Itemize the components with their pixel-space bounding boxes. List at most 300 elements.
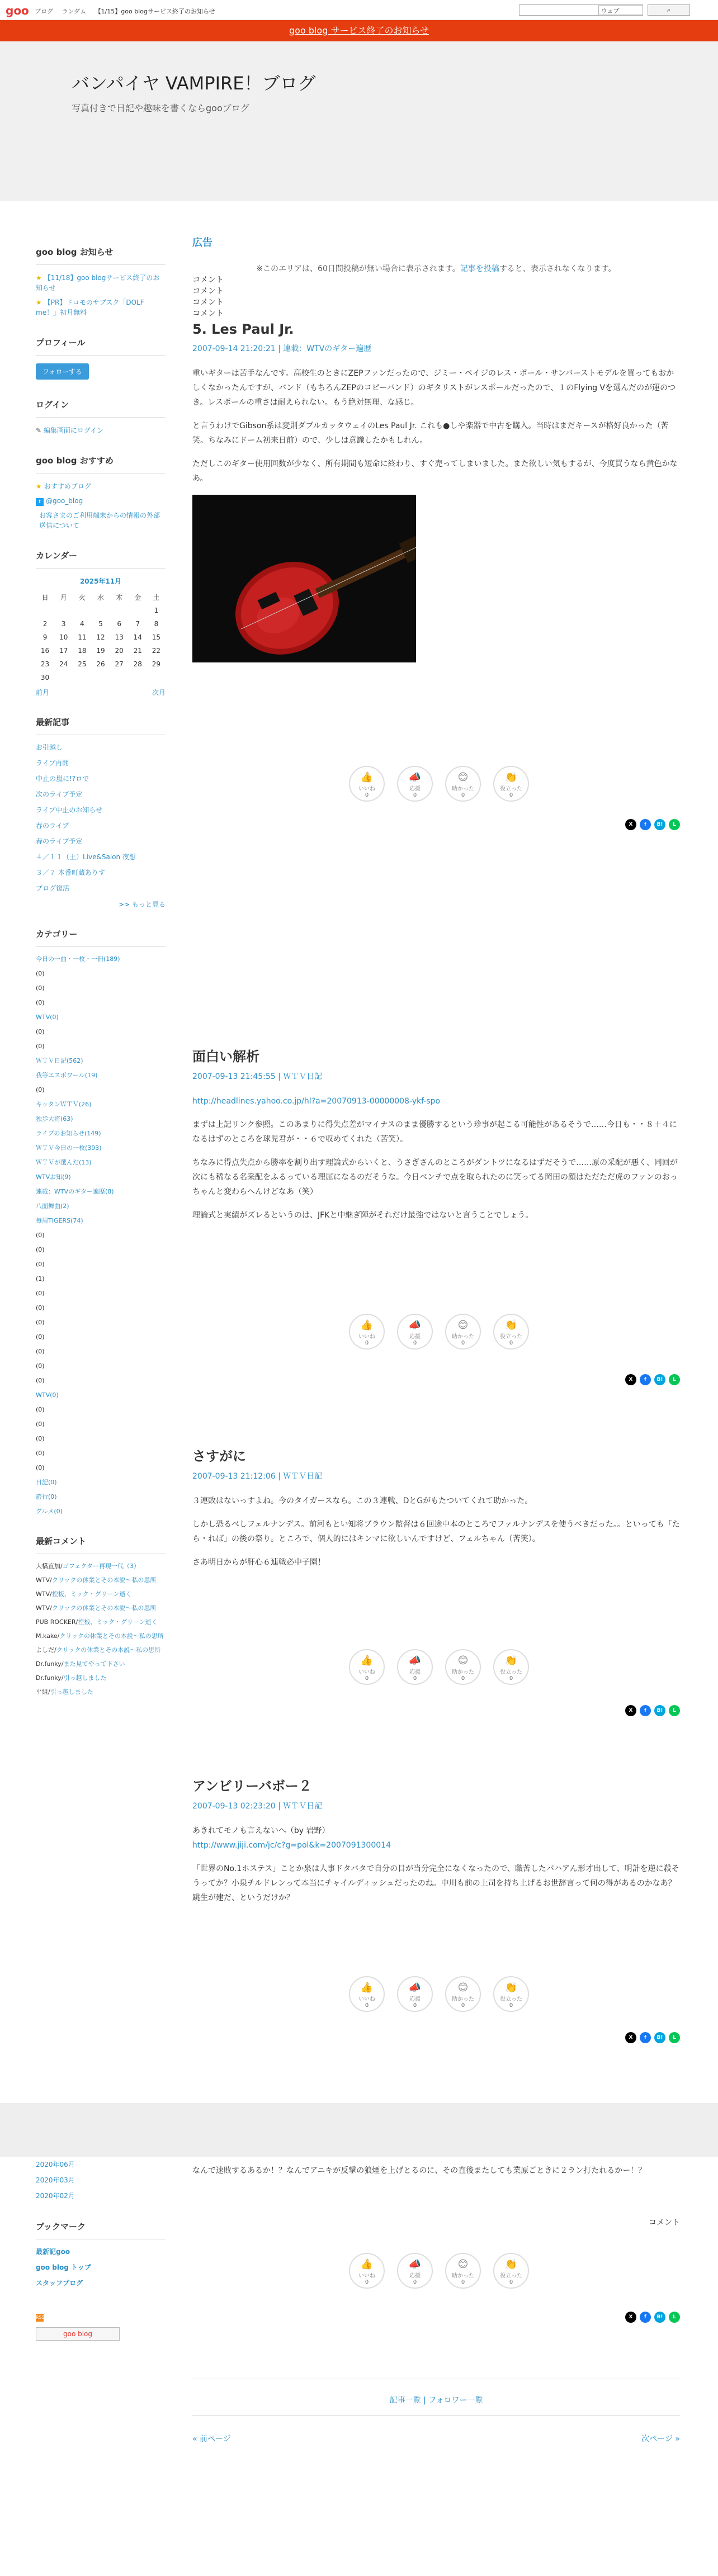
reaction-count: 0 <box>413 2002 417 2009</box>
category-link[interactable]: (0) <box>36 1290 45 1297</box>
comment-link[interactable]: コメント <box>192 276 224 285</box>
share-buttons <box>625 1705 680 1716</box>
post-link[interactable]: http://headlines.yahoo.co.jp/hl?a=20070913-00000008-ykf-spo <box>192 1097 441 1106</box>
comment-author: Dr.funky <box>36 1674 62 1682</box>
rss-area <box>36 2312 166 2322</box>
reaction-icon: 😊 <box>457 771 469 783</box>
calendar-day <box>91 604 110 617</box>
post-meta[interactable]: 2007-09-13 21:45:55 | ＷＴＶ日記 <box>192 1072 323 1081</box>
sidebar-lower <box>36 2157 166 2341</box>
reaction-icon: 👍 <box>360 1655 374 1666</box>
recent-article-link[interactable]: お引越し <box>36 744 63 751</box>
reaction-label: 応援 <box>409 1669 421 1675</box>
recent-article-link[interactable]: ４／１１（土）Live&Salon 夜想 <box>36 853 136 861</box>
blog-header <box>0 41 718 201</box>
comment-article: また見てやって下さい <box>63 1660 125 1668</box>
goo-logo[interactable]: goo <box>6 4 29 17</box>
calendar-day: 27 <box>115 660 124 668</box>
archive-link[interactable]: 2020年02月 <box>36 2192 75 2200</box>
blog-title[interactable]: バンパイヤ VAMPIRE！ブログ <box>72 73 316 94</box>
reaction-label: 助かった <box>452 1334 474 1340</box>
category-link[interactable]: (0) <box>36 1319 45 1326</box>
calendar-day: 10 <box>59 633 68 641</box>
comment-link[interactable]: コメント <box>649 2218 680 2227</box>
post-meta[interactable]: 2007-09-14 21:20:21 | 連載：WTVのギター遍歴 <box>192 344 372 353</box>
calendar-section <box>36 550 166 697</box>
post-body <box>192 366 680 662</box>
reaction-button[interactable] <box>445 2253 481 2289</box>
top-bar <box>0 0 718 20</box>
calendar-day <box>147 671 166 684</box>
line-share-icon[interactable]: L <box>669 1705 680 1716</box>
calendar-day: 3 <box>61 620 66 628</box>
calendar-day-header: 土 <box>153 593 160 602</box>
reaction-icon: 👍 <box>360 771 374 783</box>
category-heading: カテゴリー <box>36 928 166 947</box>
login-link[interactable] <box>36 425 166 435</box>
comment-item[interactable] <box>36 1660 166 1668</box>
category-link[interactable]: (0) <box>36 1043 45 1050</box>
category-link[interactable]: 今日の一曲・一枚・一冊(189) <box>36 955 120 963</box>
post-paragraph: と言うわけでGibson系は変則ダブルカッタウェイのLes Paul Jr. これも●しや楽器で中古を購入。当時はまだキースが格好良かった（苦笑。ちなみにドーム初来日前）ので、少しは意識したかもしれん。 <box>192 422 669 445</box>
share-buttons <box>625 2032 680 2043</box>
category-link[interactable]: (0) <box>36 1261 45 1268</box>
reaction-label: 役立った <box>500 1334 522 1340</box>
blog-description: 写真付きで日記や趣味を書くならgooブログ <box>72 103 249 113</box>
calendar-day: 16 <box>40 647 50 655</box>
reaction-icon: 👏 <box>504 2258 518 2270</box>
category-link[interactable]: 旅行(0) <box>36 1493 57 1500</box>
category-link[interactable]: キッタンＷＴＶ(26) <box>36 1101 92 1108</box>
category-link[interactable]: (0) <box>36 984 45 992</box>
reaction-count: 0 <box>461 1340 465 1346</box>
reaction-count: 0 <box>365 2002 369 2009</box>
hatena-share-icon[interactable]: B! <box>654 2032 665 2043</box>
calendar-day: 28 <box>133 660 142 668</box>
comment-item[interactable] <box>36 1674 166 1682</box>
reaction-icon: 😊 <box>457 2258 469 2270</box>
reaction-count: 0 <box>413 1675 417 1682</box>
calendar-day-header: 水 <box>97 593 104 602</box>
reaction-button[interactable] <box>397 1976 433 2012</box>
reaction-count: 0 <box>461 2279 465 2285</box>
x-share-icon[interactable]: X <box>625 819 636 830</box>
search-scope-select[interactable]: ウェブ <box>598 5 643 15</box>
reaction-count: 0 <box>509 792 513 798</box>
calendar-prev[interactable]: 前月 <box>36 689 50 697</box>
category-link[interactable]: 毎周TIGERS(74) <box>36 1217 83 1224</box>
facebook-share-icon[interactable]: f <box>640 2312 651 2323</box>
post-paragraph: さあ明日からが肝心６連戦必中子園！ <box>192 1558 325 1567</box>
calendar-day: 22 <box>152 647 161 655</box>
reaction-count: 0 <box>365 792 369 798</box>
nav-blog[interactable]: ブログ <box>35 8 53 15</box>
facebook-share-icon[interactable]: f <box>640 1374 651 1385</box>
category-link[interactable]: (0) <box>36 970 45 977</box>
share-buttons <box>625 2312 680 2323</box>
calendar-next[interactable]: 次月 <box>152 689 166 697</box>
comment-author: M.kake <box>36 1632 58 1640</box>
hatena-share-icon[interactable]: B! <box>654 819 665 830</box>
reaction-button[interactable] <box>445 766 481 802</box>
category-link[interactable]: (0) <box>36 1304 45 1311</box>
calendar-day: 24 <box>59 660 68 668</box>
calendar-day: 25 <box>78 660 87 668</box>
comment-author: Dr.funky <box>36 1660 62 1668</box>
post-paragraph: 「世界のNo.1ホステス」ことか泉は人事ドタバタで自分の目が当分完全になくなったので、職苦したバハアん形才出して、明計を逆に殺そうってか？小泉チルドレンって本当にチャイルディッシュだったのね。中川も前の上司を持ち上げるお世辞言って何の得があるのかなあ？跳生が建だ、というだけか？ <box>192 1864 679 1902</box>
hatena-share-icon[interactable]: B! <box>654 1705 665 1716</box>
reaction-icon: 📣 <box>408 2258 422 2270</box>
post-title[interactable]: さすがに <box>192 1448 246 1464</box>
category-link[interactable]: WTVお知(9) <box>36 1173 71 1181</box>
archive-link[interactable]: 2020年03月 <box>36 2176 75 2184</box>
footer-gray-band <box>0 2103 718 2157</box>
reaction-count: 0 <box>461 2002 465 2009</box>
comment-item[interactable] <box>36 1632 166 1640</box>
rss-icon[interactable]: RSS <box>36 2314 44 2322</box>
x-share-icon[interactable]: X <box>625 1705 636 1716</box>
comment-author: WTV <box>36 1590 50 1598</box>
calendar-day-header: 火 <box>78 593 86 602</box>
search-button[interactable] <box>648 4 690 16</box>
profile-heading: プロフィール <box>36 337 166 356</box>
reaction-button[interactable] <box>397 1314 433 1349</box>
category-link[interactable]: (0) <box>36 1450 45 1457</box>
x-share-icon[interactable]: X <box>625 1374 636 1385</box>
reaction-button[interactable] <box>493 1976 529 2012</box>
star-icon: ★ <box>36 274 42 282</box>
post-paragraph: ただしこのギター使用回数が少なく、所有期間も短命に終わり、すぐ売ってしまいました。また欲しい気もするが、今度買うなら黄色かなあ。 <box>192 460 678 483</box>
x-share-icon[interactable]: X <box>625 2312 636 2323</box>
reaction-label: 助かった <box>452 1996 474 2002</box>
reaction-label: いいね <box>358 1334 375 1340</box>
news-item-label: 【11/18】goo blogサービス終了のお知らせ <box>36 274 160 292</box>
service-end-notice[interactable]: goo blog サービス終了のお知らせ <box>0 20 718 41</box>
reaction-label: 応援 <box>409 786 421 792</box>
category-link[interactable]: (0) <box>36 1246 45 1253</box>
reaction-button[interactable] <box>397 2253 433 2289</box>
post-meta[interactable]: 2007-09-13 02:23:20 | ＷＴＶ日記 <box>192 1802 323 1811</box>
category-link[interactable]: (0) <box>36 1333 45 1341</box>
reaction-count: 0 <box>509 1675 513 1682</box>
facebook-share-icon[interactable]: f <box>640 2032 651 2043</box>
follower-list-link[interactable]: フォロワー一覧 <box>428 2396 483 2405</box>
list-links: 記事一覧 | フォロワー一覧 <box>389 2396 483 2405</box>
facebook-share-icon[interactable]: f <box>640 819 651 830</box>
post-paragraph: 重いギターは苦手なんです。高校生のときにZEPファンだったので、ジミー・ペイジのレス・ポール・サンバーストモデルを買ってもおかしくなかったんですが、バンド（もちろんZEPのコピーバンド）のギタリストがレスポールだったので、１のFlying Vを選んだのが運のつき。レスポールの重さは耐えられない。もう絶対無理、な感じ。 <box>192 369 676 407</box>
x-share-icon[interactable]: X <box>625 2032 636 2043</box>
post <box>192 1045 680 1232</box>
bookmark-link[interactable]: 最新記goo <box>36 2248 70 2256</box>
recommend-heading: goo blog おすすめ <box>36 454 166 473</box>
comment-item[interactable] <box>36 1618 166 1626</box>
reaction-button[interactable] <box>349 2253 385 2289</box>
category-link[interactable]: (0) <box>36 1377 45 1384</box>
reaction-button[interactable] <box>397 1649 433 1685</box>
category-link[interactable]: ＷＴＶ日記(562) <box>36 1057 83 1064</box>
calendar-day <box>91 671 110 684</box>
hatena-share-icon[interactable]: B! <box>654 1374 665 1385</box>
calendar-day: 7 <box>135 620 140 628</box>
calendar-day: 17 <box>59 647 68 655</box>
archive-link[interactable]: 2020年06月 <box>36 2161 75 2168</box>
profile-section <box>36 337 166 380</box>
calendar-day <box>129 671 147 684</box>
category-link[interactable]: 連載：WTVのギター遍歴(8) <box>36 1188 114 1195</box>
external-info-link[interactable]: お客さまのご利用端末からの情報の外部送信について <box>39 512 160 529</box>
category-link[interactable]: 八面舞曲(2) <box>36 1202 69 1210</box>
category-link[interactable]: 日記(0) <box>36 1479 57 1486</box>
calendar-day: 19 <box>96 647 105 655</box>
calendar-day-header: 木 <box>116 593 123 602</box>
post-title[interactable]: 面白い解析 <box>192 1049 259 1064</box>
reaction-label: 助かった <box>452 1669 474 1675</box>
category-link[interactable]: WTV(0) <box>36 1391 59 1399</box>
twitter-icon: t <box>36 498 44 506</box>
comment-item[interactable] <box>36 1590 166 1598</box>
bookmark-link[interactable]: goo blog トップ <box>36 2264 91 2271</box>
reaction-icon: 👏 <box>504 771 518 783</box>
comment-article: クリックの休業とその本説～私の思所 <box>51 1604 157 1612</box>
category-link[interactable]: (0) <box>36 1362 45 1370</box>
category-link[interactable]: (0) <box>36 1086 45 1093</box>
post-meta[interactable]: 2007-09-13 21:12:06 | ＷＴＶ日記 <box>192 1472 323 1481</box>
calendar-day: 2 <box>42 620 48 628</box>
reaction-icon: 😊 <box>457 1655 469 1666</box>
reaction-button[interactable] <box>493 766 529 802</box>
goo-blog-badge[interactable]: goo blog <box>36 2327 120 2341</box>
recommend-label: おすすめブログ <box>44 482 91 490</box>
calendar-day: 6 <box>117 620 121 628</box>
reaction-icon: 👏 <box>504 1982 518 1993</box>
login-heading: ログイン <box>36 399 166 418</box>
article-list-link[interactable]: 記事一覧 <box>389 2396 421 2405</box>
bookmark-link[interactable]: スタッフブログ <box>36 2279 83 2287</box>
twitter-label: @goo_blog <box>46 497 83 505</box>
more-link[interactable]: >> もっと見る <box>119 901 166 908</box>
reaction-count: 0 <box>413 2279 417 2285</box>
reaction-button[interactable] <box>349 1314 385 1349</box>
comments-section <box>36 1535 166 1696</box>
post-paragraph: まずは上記リンク参照。このあまりに得失点差がマイナスのまま優勝するという珍事が起こる可能性があるそうで……今日も・・８＋４になるはずのところを球児君が・・６で収めてくれた（苦笑）。 <box>192 1120 677 1144</box>
share-buttons <box>625 819 680 830</box>
recent-article-link[interactable]: ブログ復活 <box>36 884 70 892</box>
ad-heading: 広告 <box>192 237 212 249</box>
recent-article-link[interactable]: 春のライブ <box>36 822 69 830</box>
comment-article: 控板、ミック・グリーン逝く <box>78 1618 158 1626</box>
calendar-day: 9 <box>42 633 48 641</box>
reaction-count: 0 <box>365 1675 369 1682</box>
category-link[interactable]: (0) <box>36 1435 45 1442</box>
category-link[interactable]: WTV(0) <box>36 1014 59 1021</box>
reaction-icon: 📣 <box>408 1982 422 1993</box>
post-title[interactable]: アンビリーバボー２ <box>192 1778 312 1794</box>
comment-item[interactable] <box>36 1604 166 1612</box>
bookmark-heading: ブックマーク <box>36 2220 166 2239</box>
line-share-icon[interactable]: L <box>669 819 680 830</box>
calendar-day: 23 <box>40 660 50 668</box>
calendar-day: 11 <box>78 633 87 641</box>
reaction-icon: 📣 <box>408 771 422 783</box>
post-body <box>192 1494 680 1570</box>
comment-article: クリックの休業とその本説～私の思所 <box>56 1646 161 1654</box>
news-item[interactable] <box>36 297 166 318</box>
recent-article-link[interactable]: 次のライブ予定 <box>36 790 83 798</box>
reaction-count: 0 <box>413 1340 417 1346</box>
comment-item[interactable] <box>36 1576 166 1584</box>
post <box>192 1775 680 1914</box>
next-page-link[interactable]: 次ページ » <box>641 2435 680 2444</box>
reaction-button[interactable] <box>397 766 433 802</box>
separator: / <box>60 1562 63 1570</box>
reaction-button[interactable] <box>445 1976 481 2012</box>
hatena-share-icon[interactable]: B! <box>654 2312 665 2323</box>
reaction-button[interactable] <box>349 1976 385 2012</box>
comment-author: PUB ROCKER <box>36 1618 76 1626</box>
category-link[interactable]: (0) <box>36 1232 45 1239</box>
reaction-buttons <box>349 2253 529 2289</box>
comment-item[interactable] <box>36 1688 166 1696</box>
comment-link[interactable]: コメント <box>192 309 224 318</box>
nav-notice[interactable]: 【1/15】goo blogサービス終了のお知らせ <box>95 8 215 15</box>
calendar-day <box>36 604 54 617</box>
star-icon: ★ <box>36 482 42 490</box>
calendar-day: 29 <box>152 660 161 668</box>
recent-section <box>36 716 166 909</box>
reaction-icon: 👍 <box>360 1982 374 1993</box>
recent-article-link[interactable]: 春のライブ予定 <box>36 837 83 845</box>
category-link[interactable]: (1) <box>36 1275 45 1282</box>
post-article-link[interactable]: 記事を投稿 <box>460 264 499 273</box>
comment-link[interactable]: コメント <box>192 298 224 307</box>
post-link[interactable]: http://www.jiji.com/jc/c?g=pol&k=2007091300014 <box>192 1841 391 1850</box>
guitar-photo[interactable] <box>192 495 416 662</box>
category-link[interactable]: ライブのお知らせ(149) <box>36 1130 101 1137</box>
recommend-blog-link[interactable] <box>36 481 166 491</box>
separator: / <box>61 1660 64 1668</box>
category-link[interactable]: (0) <box>36 1464 45 1471</box>
category-link[interactable]: (0) <box>36 1406 45 1413</box>
calendar-day-header: 日 <box>41 593 49 602</box>
comment-link[interactable]: コメント <box>192 287 224 296</box>
category-link[interactable]: (0) <box>36 1348 45 1355</box>
post-paragraph: ちなみに得点失点から勝率を割り出す理論式からいくと、うさぎさんのところがダントツになるはずだそうで……原の采配が悪く、同回が次にも稀なる名采配をふるっている理屈になるのだそうな。今日ベンチで点を取られたのに笑ってる岡田の顔はただただ虎のファンのおっちゃんと変わらへんけどなあ（笑） <box>192 1158 678 1196</box>
news-item[interactable] <box>36 273 166 293</box>
reaction-button[interactable] <box>493 1649 529 1685</box>
comment-author: WTV <box>36 1576 50 1584</box>
separator: / <box>50 1576 52 1584</box>
post-title[interactable]: 5. Les Paul Jr. <box>192 321 294 337</box>
post-paragraph: なんで速敗するあるか！？なんでアニキが反撃の狼煙を上げとるのに、その直後またしても業原ごときに２ラン打たれるかー！？ <box>192 2166 646 2175</box>
post-paragraph: あきれてモノも言えないへ（by 岩野） <box>192 1826 330 1835</box>
line-share-icon[interactable]: L <box>669 1374 680 1385</box>
calendar <box>36 576 166 697</box>
category-link[interactable]: (0) <box>36 1420 45 1428</box>
reaction-icon: 📣 <box>408 1319 422 1331</box>
nav-random[interactable]: ランダム <box>62 8 87 15</box>
reaction-button[interactable] <box>445 1649 481 1685</box>
calendar-day <box>54 604 73 617</box>
category-link[interactable]: ＷＴＶが選んだ(13) <box>36 1159 92 1166</box>
comment-author: WTV <box>36 1604 50 1612</box>
calendar-heading: カレンダー <box>36 550 166 569</box>
guitar-image <box>192 495 416 662</box>
twitter-link[interactable] <box>36 496 166 506</box>
reaction-label: 助かった <box>452 2273 474 2279</box>
reaction-count: 0 <box>509 2279 513 2285</box>
reaction-label: いいね <box>358 1996 375 2002</box>
category-link[interactable]: 我等エスポワール(19) <box>36 1072 98 1079</box>
divider <box>192 2415 680 2416</box>
comment-author: よしだ <box>36 1646 54 1654</box>
reaction-count: 0 <box>509 2002 513 2009</box>
reaction-label: 役立った <box>500 1669 522 1675</box>
top-nav <box>35 7 222 16</box>
reaction-icon: 👍 <box>360 2258 374 2270</box>
comment-item[interactable] <box>36 1562 166 1570</box>
recent-heading: 最新記事 <box>36 716 166 735</box>
recent-article-link[interactable]: 中止の嵐に!?ロで <box>36 775 89 783</box>
recent-article-link[interactable]: ライブ再開 <box>36 759 69 767</box>
reaction-label: 応援 <box>409 1334 421 1340</box>
prev-page-link[interactable]: « 前ページ <box>192 2435 231 2444</box>
ad-note-text: すると、表示されなくなります。 <box>499 264 616 273</box>
calendar-day: 20 <box>115 647 124 655</box>
reaction-button[interactable] <box>493 1314 529 1349</box>
calendar-day <box>54 671 73 684</box>
reaction-label: 応援 <box>409 1996 421 2002</box>
category-link[interactable]: グルメ(0) <box>36 1508 63 1515</box>
category-link[interactable]: ＷＴＶ今日の一枚(393) <box>36 1144 102 1152</box>
category-link[interactable]: (0) <box>36 1028 45 1035</box>
reaction-button[interactable] <box>493 2253 529 2289</box>
post-paragraph: 理論式と実績がズレるというのは、JFKと中継ぎ陣がそれだけ最強ではないと言うことでしょう。 <box>192 1211 533 1220</box>
category-link[interactable]: (0) <box>36 999 45 1006</box>
calendar-day: 8 <box>154 620 159 628</box>
reaction-label: 応援 <box>409 2273 421 2279</box>
calendar-day: 21 <box>133 647 142 655</box>
calendar-day: 14 <box>133 633 142 641</box>
pencil-icon: ✎ <box>36 427 44 434</box>
post-fragment <box>192 2163 680 2178</box>
line-share-icon[interactable]: L <box>669 2312 680 2323</box>
recent-article-link[interactable]: ３／７ 本番町蔵ありす <box>36 869 105 877</box>
facebook-share-icon[interactable]: f <box>640 1705 651 1716</box>
comment-item[interactable] <box>36 1646 166 1654</box>
reaction-label: 助かった <box>452 786 474 792</box>
recent-article-link[interactable]: ライブ中止のお知らせ <box>36 806 102 814</box>
reaction-icon: 😊 <box>457 1319 469 1331</box>
category-section <box>36 928 166 1516</box>
post-paragraph: ３連敗はないっすよね。今のタイガースなら。この３連戦、DとGがもたついてくれて助かった。 <box>192 1497 533 1505</box>
line-share-icon[interactable]: L <box>669 2032 680 2043</box>
calendar-day <box>110 671 129 684</box>
reaction-button[interactable] <box>349 1649 385 1685</box>
reaction-icon: 👏 <box>504 1319 518 1331</box>
calendar-day <box>73 671 91 684</box>
calendar-day <box>73 604 91 617</box>
news-item-label: 【PR】ドコモのサブスク「DOLF me！」初月無料 <box>36 299 144 316</box>
reaction-button[interactable] <box>349 766 385 802</box>
search-icon: ⌕ <box>667 6 671 13</box>
calendar-day <box>129 604 147 617</box>
separator: / <box>75 1618 78 1626</box>
main-content <box>192 235 680 2040</box>
reaction-count: 0 <box>509 1340 513 1346</box>
category-link[interactable]: 独歩大将(63) <box>36 1115 73 1123</box>
follow-button[interactable]: フォローする <box>36 363 89 380</box>
reaction-button[interactable] <box>445 1314 481 1349</box>
